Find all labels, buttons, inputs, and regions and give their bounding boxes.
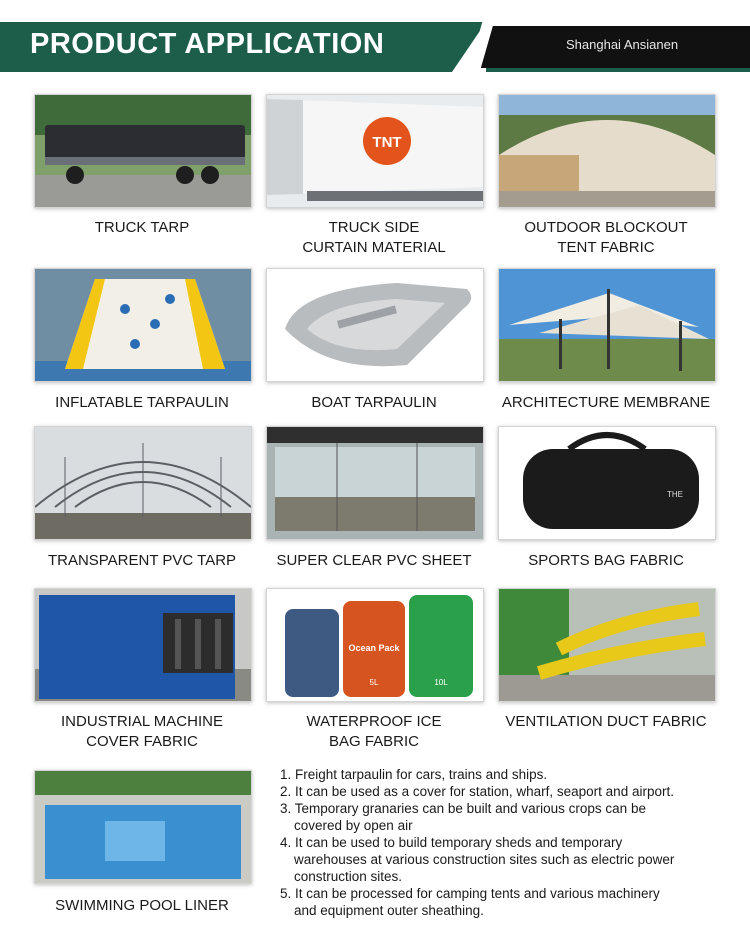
caption-outdoor-tent: OUTDOOR BLOCKOUT TENT FABRIC	[524, 219, 688, 256]
caption-transparent-pvc: TRANSPARENT PVC TARP	[47, 552, 237, 569]
photo-truck-side-curtain	[266, 94, 484, 208]
list-item: 2. It can be used as a cover for station, wharf, seaport and airport.	[280, 784, 674, 799]
caption-machine-cover: INDUSTRIAL MACHINE COVER FABRIC	[61, 713, 223, 750]
tnt-logo: TNT	[372, 134, 402, 151]
photo-inflatable	[34, 268, 252, 382]
caption-ventilation-duct: VENTILATION DUCT FABRIC	[505, 713, 707, 730]
caption-architecture-membrane: ARCHITECTURE MEMBRANE	[501, 394, 711, 411]
photo-sports-bag	[498, 426, 716, 540]
applications-list	[280, 766, 740, 919]
caption-boat: BOAT TARPAULIN	[311, 394, 437, 411]
photo-boat	[266, 268, 484, 382]
caption-truck-side-curtain: TRUCK SIDE CURTAIN MATERIAL	[302, 219, 446, 256]
caption-super-clear-pvc: SUPER CLEAR PVC SHEET	[276, 552, 472, 569]
photo-waterproof-bags	[266, 588, 484, 702]
header-banner	[0, 0, 750, 78]
photo-super-clear-pvc	[266, 426, 484, 540]
caption-inflatable: INFLATABLE TARPAULIN	[55, 394, 229, 411]
page-title: PRODUCT APPLICATION	[30, 28, 385, 60]
list-item-continuation: construction sites.	[294, 869, 403, 884]
photo-architecture-membrane	[498, 268, 716, 382]
list-item-continuation: and equipment outer sheathing.	[294, 903, 484, 918]
caption-waterproof-bag: WATERPROOF ICE BAG FABRIC	[306, 713, 442, 750]
sports-bag-logo: THE	[667, 490, 683, 499]
list-item: 4. It can be used to build temporary sheds and temporary	[280, 835, 623, 850]
list-item: 5. It can be processed for camping tents and various machinery	[280, 886, 660, 901]
dry-bag-size-10l: 10L	[434, 678, 448, 687]
dry-bag-size-5l: 5L	[369, 678, 379, 687]
dry-bag-brand: Ocean Pack	[348, 643, 400, 653]
photo-pool-liner	[34, 770, 252, 884]
brand-name: Shanghai Ansianen	[566, 37, 679, 52]
caption-truck-tarp: TRUCK TARP	[94, 219, 190, 236]
photo-transparent-pvc	[34, 426, 252, 540]
photo-ventilation-duct	[498, 588, 716, 702]
photo-outdoor-tent	[498, 94, 716, 208]
photo-machine-cover	[34, 588, 252, 702]
header-accent-line	[486, 68, 750, 72]
caption-sports-bag: SPORTS BAG FABRIC	[528, 552, 684, 569]
photo-truck-tarp	[34, 94, 252, 208]
list-item: 1. Freight tarpaulin for cars, trains and ships.	[280, 767, 548, 782]
list-item: 3. Temporary granaries can be built and various crops can be	[280, 801, 646, 816]
list-item-continuation: warehouses at various construction sites such as electric power	[294, 852, 675, 867]
list-item-continuation: covered by open air	[294, 818, 413, 833]
caption-pool-liner: SWIMMING POOL LINER	[55, 897, 229, 914]
